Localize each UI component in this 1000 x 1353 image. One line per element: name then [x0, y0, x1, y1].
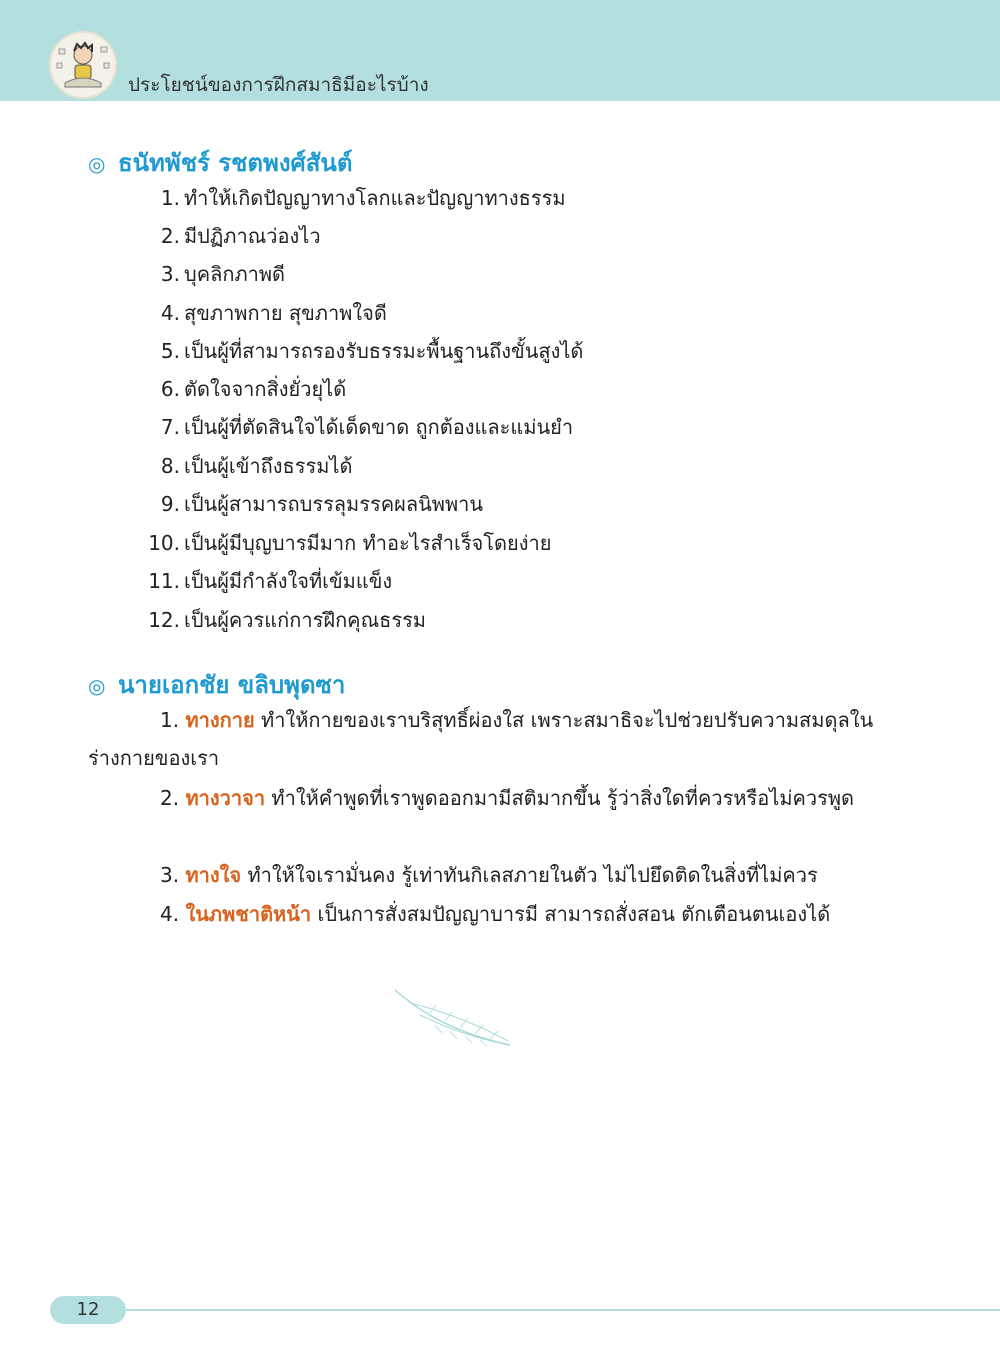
section-heading-1 — [88, 143, 352, 182]
section-heading-text: นายเอกชัย ขลิบพุดซา — [118, 671, 346, 699]
page-number: 12 — [50, 1296, 126, 1324]
list-item: 9. เป็นผู้สามารถบรรลุมรรคผลนิพพาน — [160, 492, 484, 516]
paragraph-item: 2. ทางวาจา ทำให้คำพูดที่เราพูดออกมามีสติมากขึ้น รู้ว่าสิ่งใดที่ควรหรือไม่ควรพูด — [160, 786, 855, 810]
page-header-title: ประโยชน์ของการฝึกสมาธิมีอะไรบ้าง — [128, 74, 429, 96]
paragraph-item: 3. ทางใจ ทำให้ใจเรามั่นคง รู้เท่าทันกิเลสภายในตัว ไม่ไปยึดติดในสิ่งที่ไม่ควร — [160, 863, 818, 887]
paragraph-item: 4. ในภพชาติหน้า เป็นการสั่งสมปัญญาบารมี สามารถสั่งสอน ตักเตือนตนเองได้ — [160, 902, 831, 926]
list-item: 3. บุคลิกภาพดี — [160, 262, 286, 286]
highlight-term: ทางใจ — [185, 863, 242, 887]
highlight-term: ในภพชาติหน้า — [185, 902, 312, 926]
list-item: 1. ทำให้เกิดปัญญาทางโลกและปัญญาทางธรรม — [160, 186, 566, 210]
section-heading-2 — [88, 665, 345, 704]
list-item: 12. เป็นผู้ควรแก่การฝึกคุณธรรม — [148, 608, 426, 632]
list-item: 4. สุขภาพกาย สุขภาพใจดี — [160, 301, 387, 325]
list-item: 7. เป็นผู้ที่ตัดสินใจได้เด็ดขาด ถูกต้องและแม่นยำ — [160, 415, 574, 439]
bullseye-marker: ◎ — [88, 674, 106, 698]
highlight-term: ทางวาจา — [185, 786, 266, 810]
footer-divider — [126, 1309, 1000, 1311]
bullseye-marker: ◎ — [88, 152, 106, 176]
list-item: 11. เป็นผู้มีกำลังใจที่เข้มแข็ง — [148, 569, 393, 593]
feather-icon — [390, 985, 520, 1055]
list-item: 8. เป็นผู้เข้าถึงธรรมได้ — [160, 454, 353, 478]
person-meditating-icon — [49, 31, 117, 99]
section-heading-text: ธนัทพัชร์ รชตพงศ์สันต์ — [118, 149, 353, 177]
highlight-term: ทางกาย — [185, 708, 255, 732]
list-item: 10. เป็นผู้มีบุญบารมีมาก ทำอะไรสำเร็จโดยง่าย — [148, 531, 552, 555]
paragraph-item: 1. ทางกาย ทำให้กายของเราบริสุทธิ์ผ่องใส เพราะสมาธิจะไปช่วยปรับความสมดุลในร่างกายของเรา — [88, 708, 874, 770]
list-item: 2. มีปฏิภาณว่องไว — [160, 224, 321, 248]
list-item: 6. ตัดใจจากสิ่งยั่วยุได้ — [160, 377, 347, 401]
list-item: 5. เป็นผู้ที่สามารถรองรับธรรมะพื้นฐานถึงขั้นสูงได้ — [160, 339, 584, 363]
